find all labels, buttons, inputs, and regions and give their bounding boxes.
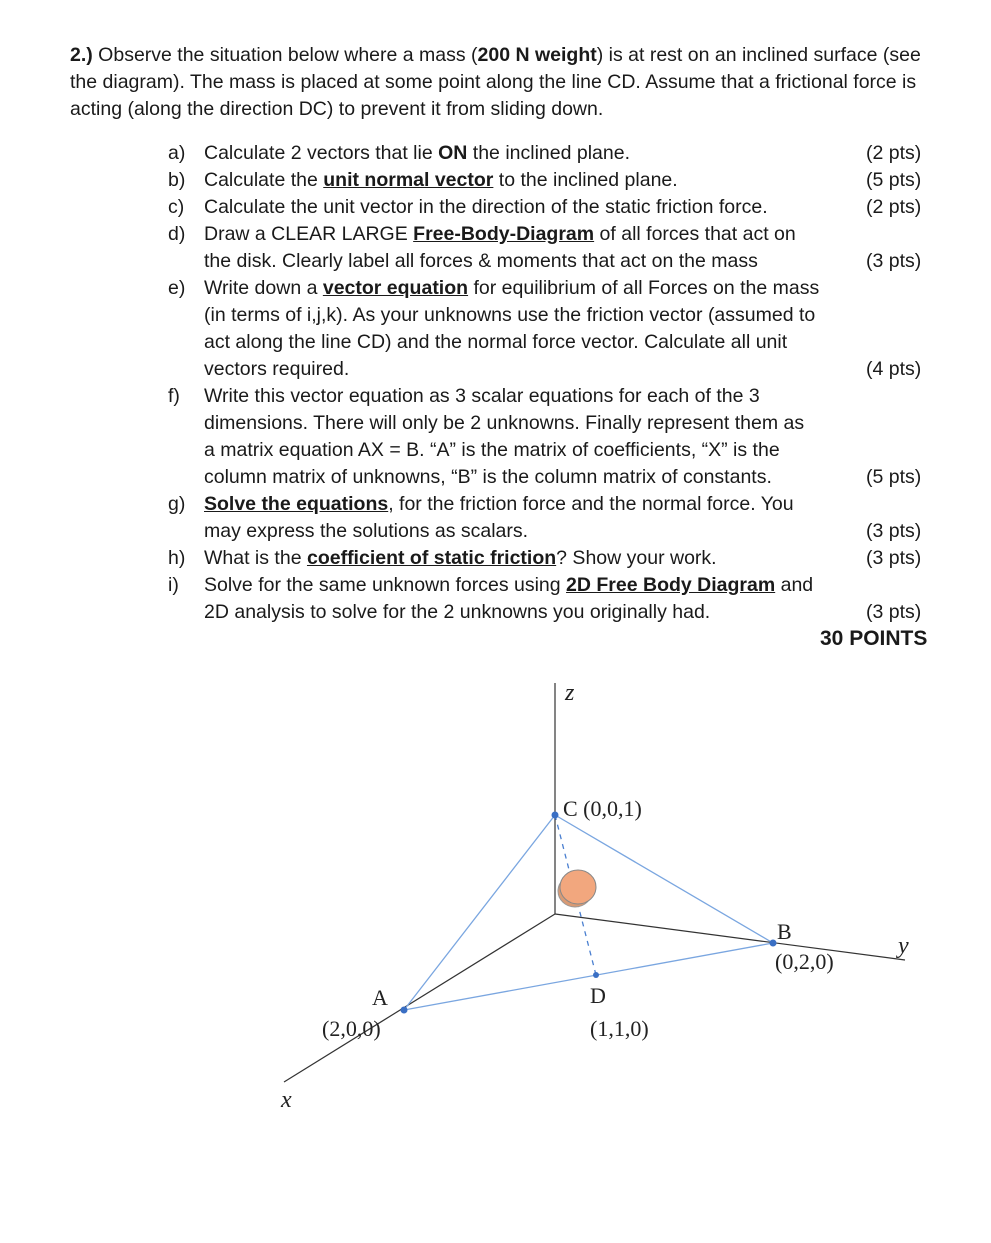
points-g: (3 pts) — [866, 520, 922, 542]
point-d-label: D — [590, 983, 606, 1008]
axis-y-label: y — [898, 933, 909, 959]
question-text: Draw a CLEAR LARGE Free-Body-Diagram of all forces that act on the disk. Clearly label all forces & moments that act on the mass — [204, 223, 796, 272]
points-d: (3 pts) — [866, 250, 922, 272]
question-text: Calculate the unit vector in the direction of the static friction force. — [204, 196, 768, 218]
keyword: coefficient of static friction — [306, 547, 557, 569]
question-label: a) — [168, 142, 186, 164]
points-i: (3 pts) — [866, 601, 922, 623]
points-h: (3 pts) — [866, 547, 922, 569]
question-text: Calculate 2 vectors that lie ON the inclined plane. — [204, 142, 630, 164]
coord-a-label: (2,0,0) — [322, 1016, 381, 1041]
question-label: h) — [168, 547, 186, 569]
points-f: (5 pts) — [866, 466, 922, 488]
points-c: (2 pts) — [866, 196, 922, 218]
point-d-marker — [593, 972, 599, 978]
question-label: e) — [168, 277, 186, 299]
total-points: 30 POINTS — [820, 627, 928, 650]
question-label: g) — [168, 493, 186, 515]
point-c-label: C (0,0,1) — [563, 796, 642, 821]
points-a: (2 pts) — [866, 142, 922, 164]
question-text: Write this vector equation as 3 scalar equations for each of the 3 dimensions. There will only be 2 unknowns. Finally represent them as a matrix equation AX = B. “A” is the matrix of coefficients, “X” is the column matrix of unknowns, “B” is the column matrix of constants. — [204, 385, 805, 488]
axis-x-label: x — [281, 1087, 292, 1113]
coord-b-label: (0,2,0) — [775, 949, 834, 974]
question-text: Calculate the unit normal vector to the inclined plane. — [204, 169, 678, 191]
keyword: Solve the equations — [204, 493, 389, 515]
question-label: c) — [168, 196, 185, 218]
weight-value: 200 N weight — [477, 44, 597, 66]
problem-number: 2.) — [70, 44, 93, 66]
points-e: (4 pts) — [866, 358, 922, 380]
point-a-marker — [401, 1007, 408, 1014]
coord-d-label: (1,1,0) — [590, 1016, 649, 1041]
x-axis — [284, 914, 555, 1082]
question-label: f) — [168, 385, 180, 407]
question-text: Write down a vector equation for equilibrium of all Forces on the mass (in terms of i,j,k). As your unknowns use the friction vector (assumed to act along the line CD) and the normal force vector. Calculate all unit vectors required. — [204, 277, 820, 380]
point-a-label: A — [372, 985, 388, 1010]
keyword: Free-Body-Diagram — [413, 223, 595, 245]
point-b-marker — [770, 940, 777, 947]
keyword: unit normal vector — [323, 169, 494, 191]
question-text: Solve for the same unknown forces using 2D Free Body Diagram and 2D analysis to solve for the 2 unknowns you originally had. — [204, 574, 814, 623]
keyword: ON — [438, 142, 468, 164]
question-label: d) — [168, 223, 186, 245]
question-text: What is the coefficient of static friction? Show your work. — [204, 547, 717, 569]
axis-z-label: z — [565, 680, 575, 706]
points-b: (5 pts) — [866, 169, 922, 191]
keyword: vector equation — [322, 277, 469, 299]
edge-ab — [404, 943, 773, 1010]
intro-text-1: Observe the situation below where a mass ( — [92, 44, 478, 66]
keyword: 2D Free Body Diagram — [566, 574, 776, 596]
intro-text-2: ) is at rest on an inclined surface (see the diagram). The mass is placed at some point along the line CD. Assume that a frictional force is acting (along the direction DC) to prevent it from sliding down. — [70, 44, 921, 120]
question-label: b) — [168, 169, 186, 191]
y-axis — [555, 914, 905, 960]
point-b-label: B — [777, 919, 792, 944]
question-text: Solve the equations, for the friction force and the normal force. You may express the solutions as scalars. — [204, 493, 794, 542]
point-c-marker — [552, 812, 559, 819]
question-label: i) — [168, 574, 179, 596]
mass-disk — [560, 870, 596, 904]
edge-ca — [404, 815, 555, 1010]
